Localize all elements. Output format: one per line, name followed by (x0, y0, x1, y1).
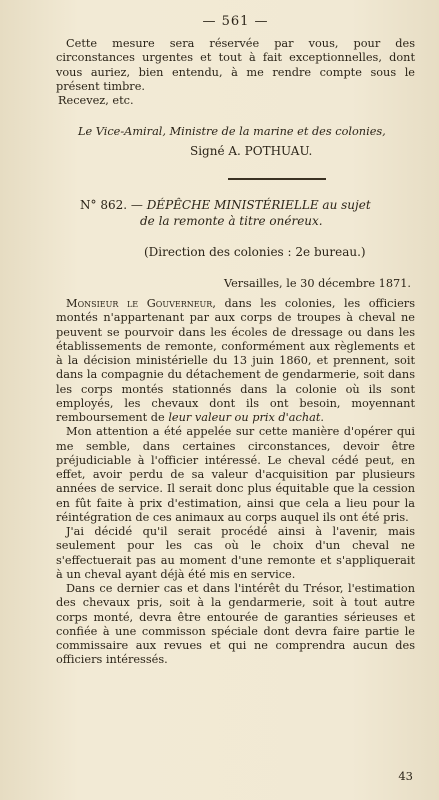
dispatch-title-line1: — DÉPÊCHE MINISTÉRIELLE au sujet (130, 198, 371, 213)
dispatch-number: N° 862. (80, 198, 128, 213)
body-paragraph-1-text: dans les colonies, les officiers montés n'appartenant par aux corps de troupes à cheval ne peuvent se pourvoir dans les écoles de dressage ou dans les établissements de remonte, conformément aux règlements et à la décision ministérielle du 13 juin 1860, et prennent, soit dans la compagnie du détachement de gendarmerie, soit dans les corps montés stationnés dans la colonie où ils sont employés, les chevaux dont ils ont besoin, moyennant remboursement de (56, 297, 415, 425)
body-paragraph-1-end: . (320, 411, 324, 425)
dispatch-title-line2: de la remonte à titre onéreux. (140, 214, 323, 229)
body-paragraph-1-emphasis: leur valeur ou prix d'achat (168, 411, 321, 425)
direction-note: (Direction des colonies : 2e bureau.) (144, 245, 366, 260)
body-paragraph-2: Mon attention a été appelée sur cette manière d'opérer qui me semble, dans certaines circonstances, devoir être préjudiciable à l'officier intéressé. Le cheval cédé peut, en effet, avoir perdu de sa valeur d'acquisition par plusieurs années de service. Il serait donc plus équitable que la cession en fût faite à prix d'estimation, ainsi que cela a lieu pour la réintégration de ces animaux au corps auquel ils ont été pris. (56, 425, 415, 524)
body-paragraph-3: J'ai décidé qu'il serait procédé ainsi à l'avenir, mais seulement pour les cas où le choix d'un cheval ne s'effectuerait pas au moment d'une remonte et s'appliquerait à un cheval ayant déjà été mis en service. (56, 525, 415, 581)
closing-formula: Recevez, etc. (58, 94, 134, 108)
dispatch-heading (56, 197, 415, 213)
body-paragraph-1 (56, 297, 415, 425)
signature-title: Le Vice-Amiral, Ministre de la marine et des colonies, (78, 124, 386, 138)
dateline: Versailles, le 30 décembre 1871. (224, 277, 411, 291)
page-number: — 561 — (202, 14, 269, 29)
body-paragraph-4: Dans ce dernier cas et dans l'intérêt du Trésor, l'estimation des chevaux pris, soit à la gendarmerie, soit à tout autre corps monté, devra être entourée de garanties sérieuses et confiée à une commisson spéciale dont devra faire partie le commissaire aux revues et qui ne comprendra aucun des officiers intéressés. (56, 582, 415, 667)
intro-paragraph: Cette mesure sera réservée par vous, pour des circonstances urgentes et tout à fait exceptionnelles, dont vous auriez, bien entendu, à me rendre compte sous le présent timbre. (56, 37, 415, 93)
signature-name: Signé A. POTHUAU. (190, 144, 313, 159)
folio-number: 43 (398, 769, 413, 783)
dispatch-body (56, 297, 415, 668)
salutation: Monsieur le Gouverneur, (66, 297, 216, 311)
section-divider (228, 178, 326, 180)
